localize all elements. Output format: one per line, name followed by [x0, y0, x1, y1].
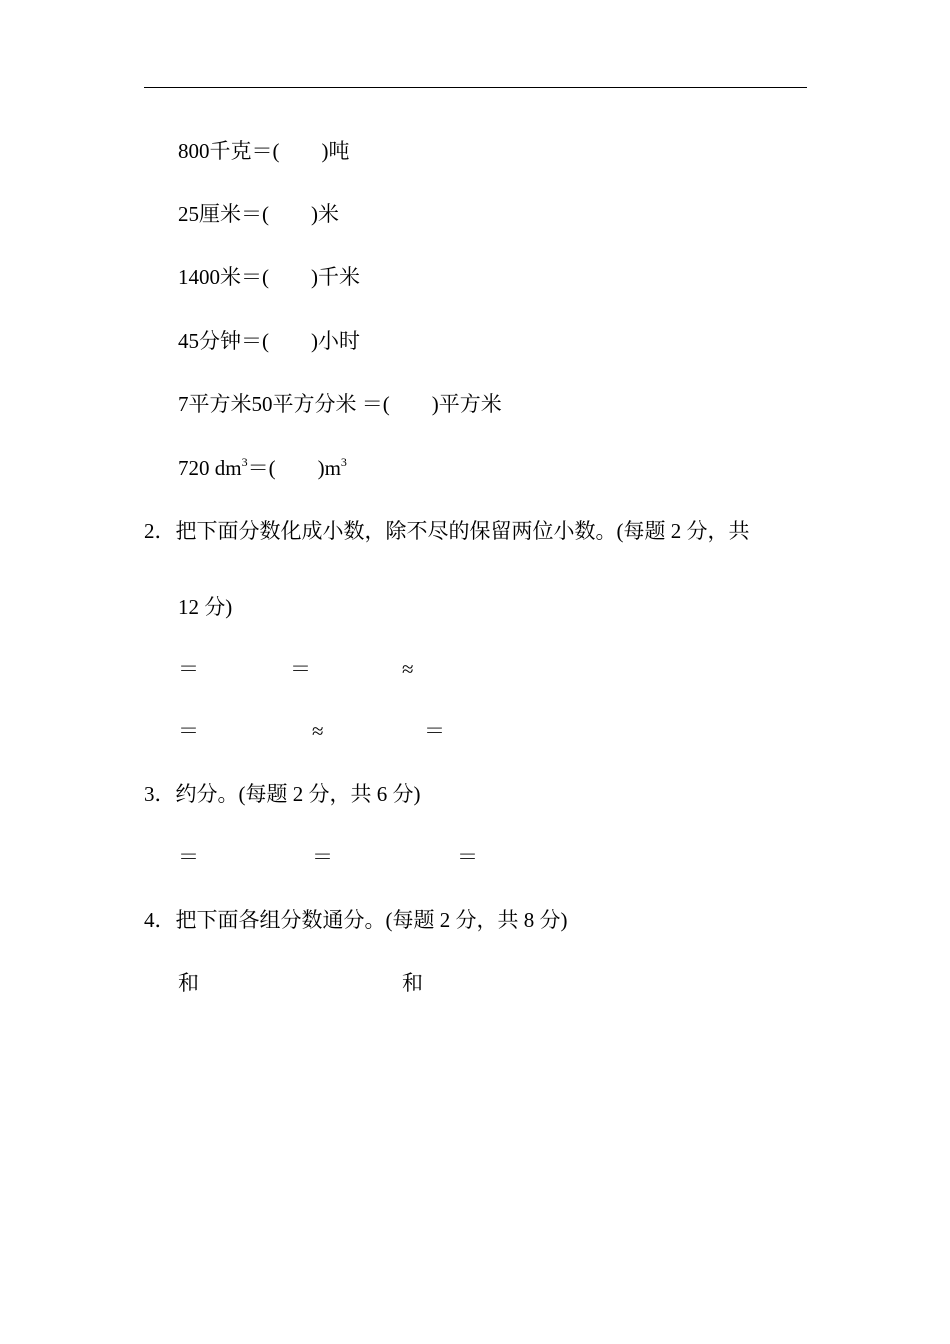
conversion-line-5: 7平方米50平方分米 ＝( )平方米 [178, 392, 502, 416]
volume-conversion-line [178, 455, 347, 481]
q2-row2-symbol-2: ≈ [312, 719, 324, 743]
volume-exponent-1: 3 [241, 455, 248, 469]
q3-symbol-3: ＝ [457, 845, 478, 869]
conversion-line-2: 25厘米＝( )米 [178, 202, 339, 226]
question-4-title: 4．把下面各组分数通分。(每题 2 分，共 8 分) [144, 908, 568, 932]
q3-symbol-2: ＝ [312, 845, 333, 869]
volume-exponent-2: 3 [340, 455, 347, 469]
conversion-line-4: 45分钟＝( )小时 [178, 329, 360, 353]
question-2-title-cont: 12 分) [178, 595, 233, 619]
volume-middle: ＝( )m [247, 456, 341, 480]
conversion-line-1: 800千克＝( )吨 [178, 139, 350, 163]
q2-row2-symbol-3: ＝ [424, 719, 445, 743]
q4-word-2: 和 [402, 971, 423, 995]
q4-word-1: 和 [178, 971, 199, 995]
q2-row1-symbol-2: ＝ [290, 657, 311, 681]
volume-prefix: 720 dm [178, 456, 242, 480]
question-2-title: 2．把下面分数化成小数，除不尽的保留两位小数。(每题 2 分，共 [144, 519, 750, 543]
conversion-line-3: 1400米＝( )千米 [178, 265, 360, 289]
q3-symbol-1: ＝ [178, 845, 199, 869]
question-3-title: 3．约分。(每题 2 分，共 6 分) [144, 782, 421, 806]
header-rule [144, 87, 807, 88]
q2-row2-symbol-1: ＝ [178, 719, 199, 743]
q2-row1-symbol-1: ＝ [178, 657, 199, 681]
q2-row1-symbol-3: ≈ [402, 657, 414, 681]
